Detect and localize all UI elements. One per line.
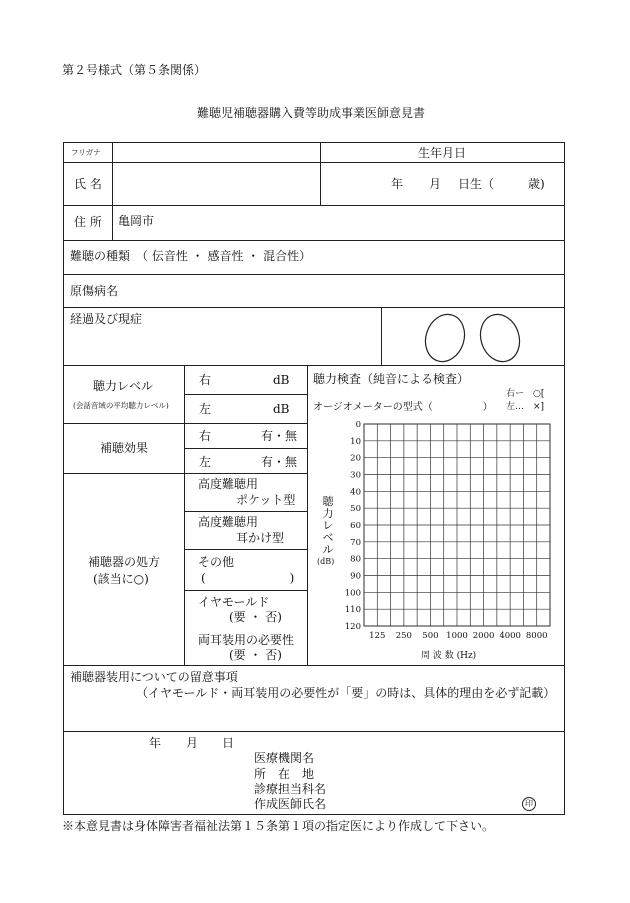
aid-effect-right-options[interactable]: 有・無 [261, 429, 298, 443]
signature-field[interactable] [330, 750, 510, 812]
audiogram-x-tick-label: 250 [395, 631, 412, 641]
sign-month: 月 [186, 736, 199, 750]
prescription-sublabel: (該当に○) [93, 572, 149, 586]
legend-right: 右ー ○[ [506, 389, 545, 399]
earmold-label: イヤモールド [198, 595, 270, 609]
audiogram-x-tick-label: 2000 [472, 631, 495, 641]
audiogram-ylabel-unit: (dB) [317, 557, 335, 566]
audiogram-chart[interactable] [338, 418, 556, 648]
hearing-level-right-input[interactable] [213, 368, 271, 390]
audiogram-x-tick-label: 500 [422, 631, 439, 641]
birth-header: 生年月日 [418, 146, 467, 160]
audiogram-x-tick-label: 1000 [446, 631, 468, 641]
furigana-field[interactable] [113, 143, 319, 162]
audiogram-x-tick-label: 4000 [499, 631, 521, 641]
birth-year-unit: 年 [391, 177, 404, 191]
audiogram-xlabel: 周 波 数 (Hz) [421, 651, 477, 661]
audiometry-title: 聴力検査（純音による検査） [313, 372, 470, 386]
right-ear-outline [420, 309, 471, 365]
notes-label: 補聴器装用についての留意事項 [70, 670, 238, 684]
doctor-label: 作成医師氏名 [254, 797, 327, 811]
hearing-level-left-unit: dB [273, 402, 290, 416]
disease-label: 原傷病名 [70, 284, 119, 298]
address-field[interactable] [160, 206, 564, 240]
name-label: 氏 名 [74, 177, 102, 191]
hearing-type: 難聴の種類 （ 伝音性 ・ 感音性 ・ 混合性） [70, 249, 312, 263]
furigana-label: フリガナ [71, 148, 101, 157]
hearing-level-right-unit: dB [273, 373, 290, 387]
audiogram-x-tick-label: 8000 [525, 631, 548, 641]
left-ear-outline [475, 309, 526, 365]
aid-effect-label: 補聴効果 [100, 441, 149, 455]
disease-field[interactable] [130, 275, 564, 307]
binaural-options[interactable]: (要 ・ 否) [229, 648, 282, 662]
audiogram-y-tick-label: 80 [350, 554, 361, 565]
ear-diagram [382, 308, 564, 365]
footer-note: ※本意見書は身体障害者福祉法第１５条第１項の指定医により作成して下さい。 [62, 819, 495, 833]
other-input[interactable]: ( ) [201, 571, 295, 585]
notes-detail: （イヤモールド・両耳装用の必要性が「要」の時は、具体的理由を必ず記載） [136, 686, 556, 700]
audiogram-y-tick-label: 90 [350, 571, 361, 582]
audiogram-y-tick-label: 30 [350, 470, 361, 481]
hearing-level-sublabel: (会話音域の平均聴力レベル) [73, 401, 169, 410]
address-label: 住 所 [74, 215, 102, 229]
audiogram-y-tick-label: 10 [350, 436, 361, 447]
audiogram-ylabel: 聴力レベル [322, 495, 334, 556]
notes-field[interactable] [64, 704, 564, 731]
audiogram-y-tick-label: 110 [344, 605, 361, 616]
earmold-options[interactable]: (要 ・ 否) [229, 610, 282, 624]
audiometer-model: オージオメーターの型式（ ） [313, 402, 493, 413]
birth-day-unit: 日生（ [458, 177, 495, 191]
form-number: 第２号様式（第５条関係） [62, 63, 207, 77]
history-field[interactable] [64, 328, 380, 365]
audiogram-y-tick-label: 70 [350, 537, 361, 548]
binaural-label: 両耳装用の必要性 [198, 633, 295, 647]
location-label: 所 在 地 [254, 767, 315, 781]
severe-pocket-label: 高度難聴用 [198, 477, 259, 491]
sign-day: 日 [222, 736, 235, 750]
address-value: 亀岡市 [118, 214, 155, 228]
legend-left: 左… ×] [506, 402, 545, 412]
behind-ear-option[interactable]: 耳かけ型 [236, 531, 285, 545]
audiogram-y-tick-label: 120 [344, 622, 361, 632]
audiogram-x-tick-label: 125 [369, 631, 386, 641]
audiogram-y-tick-label: 60 [350, 521, 361, 531]
hearing-level-left-input[interactable] [213, 397, 271, 419]
pocket-type-option[interactable]: ポケット型 [236, 493, 296, 507]
prescription-label: 補聴器の処方 [88, 555, 161, 569]
severe-bte-label: 高度難聴用 [198, 515, 259, 529]
hearing-level-label: 聴力レベル [93, 379, 154, 393]
audiogram-y-tick-label: 0 [355, 420, 361, 430]
department-label: 診療担当科名 [254, 782, 327, 796]
hearing-level-left: 左 [199, 402, 212, 416]
audiogram-y-tick-label: 20 [350, 453, 361, 464]
audiogram-y-tick-label: 100 [344, 588, 361, 599]
page-title: 難聴児補聴器購入費等助成事業医師意見書 [197, 106, 426, 120]
institution-label: 医療機関名 [254, 751, 315, 765]
aid-effect-right: 右 [199, 429, 212, 443]
sign-year: 年 [149, 736, 162, 750]
hearing-level-right: 右 [199, 373, 212, 387]
name-field[interactable] [113, 163, 319, 205]
other-label: その他 [198, 555, 235, 569]
aid-effect-left: 左 [199, 455, 212, 469]
seal-mark: 印 [522, 797, 536, 811]
audiogram-y-tick-label: 40 [350, 487, 361, 498]
aid-effect-left-options[interactable]: 有・無 [261, 455, 298, 469]
age-unit: 歳) [528, 177, 545, 191]
birth-month-unit: 月 [429, 177, 442, 191]
audiogram-y-tick-label: 50 [350, 504, 361, 515]
history-label: 経過及び現症 [70, 312, 143, 326]
